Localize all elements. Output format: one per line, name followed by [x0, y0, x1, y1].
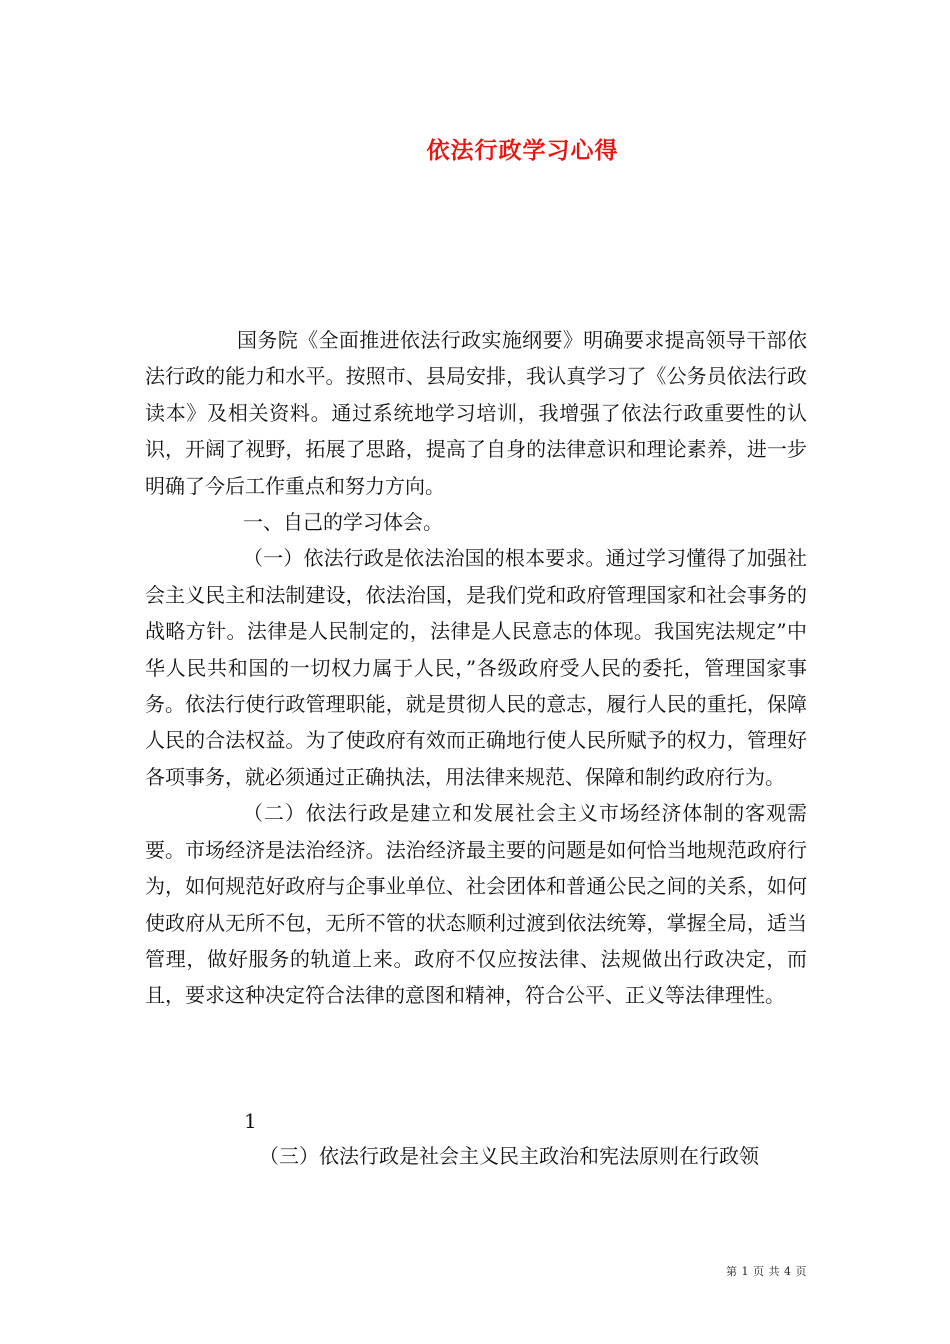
inline-page-number: 1 [244, 1109, 257, 1133]
document-body [145, 322, 807, 1014]
paragraph-point-1: （一）依法行政是依法治国的根本要求。通过学习懂得了加强社会主义民主和法制建设，依法治国，是我们党和政府管理国家和社会事务的战略方针。法律是人民制定的，法律是人民意志的体现。我国宪法规定”中华人民共和国的一切权力属于人民，”各级政府受人民的委托，管理国家事务。依法行使行政管理职能，就是贯彻人民的意志，履行人民的重托，保障人民的合法权益。为了使政府有效而正确地行使人民所赋予的权力，管理好各项事务，就必须通过正确执法，用法律来规范、保障和制约政府行为。 [145, 546, 807, 789]
document-title: 依法行政学习心得 [426, 137, 619, 164]
paragraph-intro: 国务院《全面推进依法行政实施纲要》明确要求提高领导干部依法行政的能力和水平。按照市、县局安排，我认真学习了《公务员依法行政读本》及相关资料。通过系统地学习培训，我增强了依法行政重要性的认识，开阔了视野，拓展了思路，提高了自身的法律意识和理论素养，进一步明确了今后工作重点和努力方向。 [145, 328, 807, 498]
section-heading: 一、自己的学习体会。 [243, 510, 443, 535]
paragraph-point-2: （二）依法行政是建立和发展社会主义市场经济体制的客观需要。市场经济是法治经济。法治经济最主要的问题是如何恰当地规范政府行为，如何规范好政府与企事业单位、社会团体和普通公民之间的关系，如何使政府从无所不包，无所不管的状态顺利过渡到依法统筹，掌握全局，适当管理，做好服务的轨道上来。政府不仅应按法律、法规做出行政决定，而且，要求这种决定符合法律的意图和精神，符合公平、正义等法律理性。 [145, 801, 807, 1008]
page-footer: 第 1 页 共 4 页 [726, 1265, 807, 1278]
paragraph-point-3-start: （三）依法行政是社会主义民主政治和宪法原则在行政领 [259, 1144, 759, 1168]
